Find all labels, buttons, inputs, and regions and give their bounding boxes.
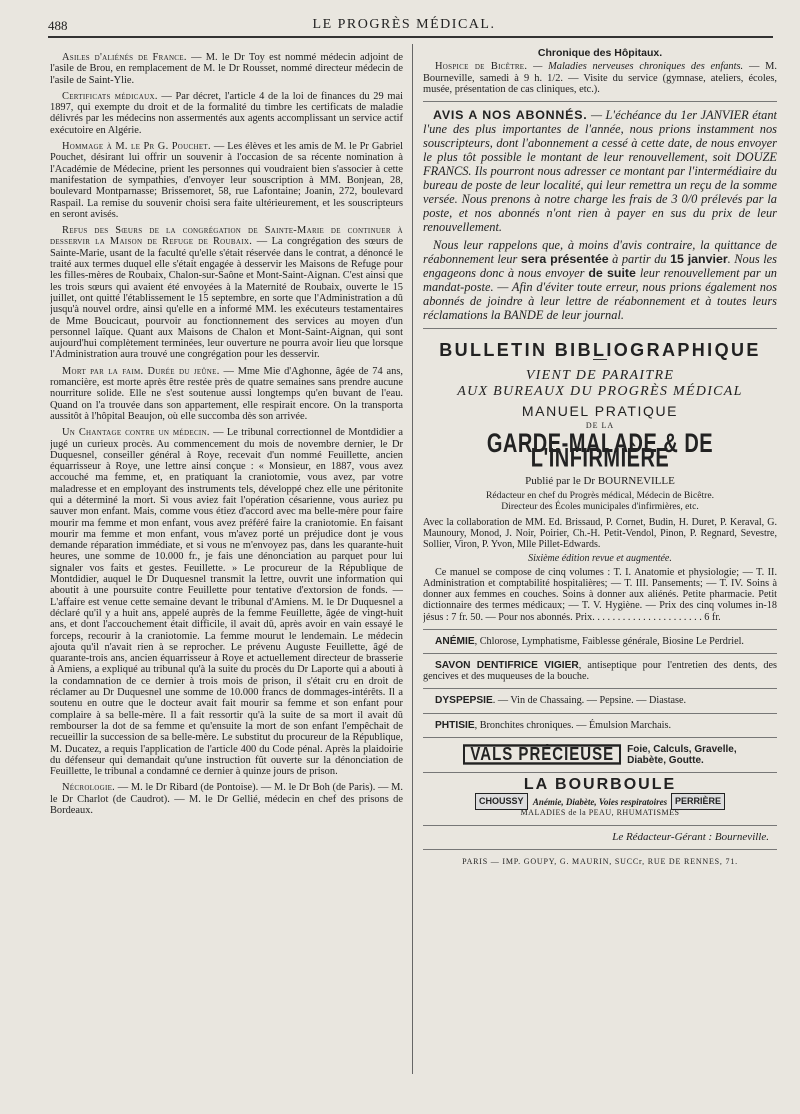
- article-head: Un Chantage contre un médecin.: [62, 427, 210, 439]
- article-asiles: [50, 52, 403, 86]
- ad-bourboule: [475, 775, 725, 819]
- article-hommage: [50, 141, 403, 220]
- page-header: [48, 16, 760, 36]
- article-head: Certificats médicaux.: [62, 90, 158, 102]
- redacteur-line-1: Rédacteur en chef du Progrès médical, Médecin de Bicêtre.: [485, 489, 715, 501]
- publisher-line: Publié par le Dr BOURNEVILLE: [525, 474, 675, 487]
- bulletin-title: BULLETIN BIBLIOGRAPHIQUE: [439, 340, 761, 361]
- section-rule: [423, 653, 777, 654]
- edition-note: Sixième édition revue et augmentée.: [528, 552, 672, 564]
- avis-emphasis: sera présentée: [520, 252, 609, 267]
- ad-text: , antiseptique pour l'entretien des dents, des gencives et des muqueuses de la bouche.: [423, 660, 777, 683]
- article-body: — M. le Dr Toy est nommé médecin adjoint de l'asile de Brou, en remplacement de M. le Dr Rousset, nommé directeur médecin de l'asile de Saint-Ylie.: [50, 52, 403, 86]
- column-divider: [412, 44, 413, 1074]
- avis-date: 15 janvier: [670, 252, 728, 267]
- redacteur-gerant: Le Rédacteur-Gérant : Bourneville.: [612, 830, 769, 843]
- article-head: Mort par la faim. Durée du jeûne.: [62, 365, 220, 377]
- ad-savon: [423, 660, 777, 682]
- article-head: Nécrologie.: [62, 782, 116, 794]
- section-rule: [423, 328, 777, 329]
- manuel-title: MANUEL PRATIQUE: [521, 403, 679, 420]
- article-chantage: [50, 427, 403, 777]
- chronique-head: Hospice de Bicêtre.: [435, 61, 528, 73]
- bourboule-title: LA BOURBOULE: [523, 775, 677, 793]
- avis-text: à partir du: [612, 252, 667, 267]
- left-column: [50, 52, 403, 1062]
- right-column: [423, 48, 777, 1078]
- manuel-description: Ce manuel se compose de cinq volumes : T. I. Anatomie et physiologie; — T. II. Administration et comptabilité hospitalières; — T. III. Pansements; — T. IV. Soins à donner aux femmes en couches. Soins à donner aux aliénés. Petite pharmacie. Petit dictionnaire des termes médicaux; — T. V. Hygiène. — Prix des cinq volumes in-18 jésus : 7 fr. 50. — Pour nos abonnés. Prix. . . . . . . . . . . . . . . . . . . . . . 6 fr.: [423, 566, 777, 623]
- redacteur-line-2: Directeur des Écoles municipales d'infirmières, etc.: [501, 500, 699, 512]
- vals-line-2: Diabète, Goutte.: [627, 754, 704, 766]
- section-rule: [423, 772, 777, 773]
- article-body: — Par décret, l'article 4 de la loi de finances du 29 mai 1897, qui exempte du droit et de la formalité du timbre les certificats de maladie délivrés par les médecins non assermentés aux agents accomplissant un service actif exécutoire en Algérie.: [50, 90, 403, 136]
- ad-phtisie: [423, 720, 777, 731]
- ad-dyspepsie: [423, 695, 777, 706]
- article-mort: [50, 366, 403, 422]
- ad-anemie: [423, 636, 777, 647]
- avis-text: — L'échéance du 1er JANVIER étant l'une des plus importantes de l'année, nous prions instamment nos souscripteurs, dont l'abonnement a cessé à cette date, de nous envoyer le plus tôt possible le montant de leur renouvellement, soit DOUZE FRANCS. Ils pourront nous adresser ce montant par l'intermédiaire du bureau de poste de leur localité, qui leur remettra un reçu de la somme versée. Nous prenons à notre charge les frais de 3 0/0 prélevés par la poste, et nos abonnés n'ont rien à payer en sus du prix de leur renouvellement.: [423, 108, 777, 235]
- article-body: — La congrégation des sœurs de Sainte-Marie, usant de la faculté qu'elle s'était réservée dans le contrat, a dénoncé le traité aux termes duquel elle s'était engagée à desservir les Maisons de Refuge pour les filles-mères de Roubaix, Chalon-sur-Saône et Mont-Saint-Aignan. C'est ainsi que les trois sœurs qui avaient été envoyées à la Maternité de Roubaix, ouverte le 15 juillet, ont quitté l'établissement le 15 septembre, en sorte que l'Administration a dû jusqu'à nouvel ordre, ainsi qu'elle en a informé MM. les exécuteurs testamentaires de Mme Boucicaut, pourvoir au fonctionnement des services au moyen d'un personnel laïque. Quant aux Maisons de Chalon et Mont-Saint-Aignan, qui sont aujourd'hui complètement terminées, leur ouverture ne pourra avoir lieu que lorsque l'Administration aura trouvé une congrégation pour les desservir.: [50, 236, 403, 361]
- de-la: DE LA: [585, 420, 615, 430]
- section-rule: [423, 629, 777, 630]
- avis-text: . Nous les engageons donc à nous envoyer: [423, 252, 777, 281]
- choussy-label: CHOUSSY: [475, 793, 528, 810]
- section-rule: [423, 713, 777, 714]
- avis-text: Nous leur rappelons que, à moins d'avis contraire, la quittance de réabonnement leur: [423, 238, 777, 267]
- ad-brand: DYSPEPSIE: [435, 695, 493, 707]
- printer-line: PARIS — IMP. GOUPY, G. MAURIN, SUCCr, RUE DE RENNES, 71.: [462, 857, 738, 867]
- collaborators: Avec la collaboration de MM. Ed. Brissaud, P. Cornet, Budin, H. Duret, P. Keraval, G. Maunoury, Monod, J. Noir, Poirier, Ch.-H. Petit-Vendol, Pinon, P. Regnard, Sevestre, Sollier, Viron, P. Yvon, Mlle Pillet-Edwards.: [423, 516, 777, 550]
- vals-indications: [627, 744, 737, 766]
- section-rule: [423, 737, 777, 738]
- ad-brand: PHTISIE: [435, 719, 475, 731]
- chronique-title: Chronique des Hôpitaux.: [537, 48, 663, 59]
- ad-text: , Chlorose, Lymphatisme, Faiblesse générale, Biosine Le Perdriel.: [474, 635, 744, 647]
- avis-title: AVIS A NOS ABONNÉS.: [433, 108, 588, 123]
- section-rule: [423, 688, 777, 689]
- article-necrologie: [50, 782, 403, 816]
- section-rule: [423, 825, 777, 826]
- ad-text: . — Vin de Chassaing. — Pepsine. — Diastase.: [492, 695, 687, 707]
- article-body: — M. le Dr Ribard (de Pontoise). — M. le Dr Boh (de Paris). — M. le Dr Charlot (de Caudrot). — M. le Dr Gellié, médecin en chef des prisons de Bordeaux.: [50, 782, 403, 816]
- ad-vals: [423, 744, 777, 766]
- perriere-label: PERRIÈRE: [671, 793, 725, 810]
- section-rule: [423, 101, 777, 102]
- avis-abonnes: [423, 108, 777, 234]
- page-number: 488: [48, 18, 68, 33]
- article-body: — Mme Mie d'Aghonne, âgée de 74 ans, romancière, est morte après être restée près de quatre semaines sans prendre aucune nourriture solide. Elle ne s'est soutenue aussi longtemps qu'en buvant de l'eau. Quand on l'a trouvée dans son appartement, elle respirait encore. On la transporta aussitôt à l'hôpital Beaujon, où elle succomba dès son arrivée.: [50, 365, 403, 422]
- garde-malade-title: GARDE-MALADE & DE L'INFIRMIÈRE: [486, 429, 714, 474]
- vient-line-1: VIENT DE PARAITRE: [525, 368, 675, 384]
- avis-text: leur renouvellement par un mandat-poste. — Afin d'éviter toute erreur, nous prions également nos abonnés de joindre à leur lettre de réabonnement et à toutes leurs réclamations la BANDE de leur journal.: [423, 266, 777, 323]
- article-head: Hommage à M. le Pr G. Pouchet.: [62, 141, 211, 153]
- ad-text: , Bronchites chroniques. — Émulsion Marchais.: [474, 719, 671, 731]
- vals-line-1: Foie, Calculs, Gravelle,: [627, 743, 737, 755]
- ad-brand: SAVON DENTIFRICE VIGIER: [435, 660, 579, 672]
- article-head: Asiles d'aliénés de France.: [62, 52, 187, 63]
- article-refus: [50, 225, 403, 361]
- chronique-body: [423, 61, 777, 95]
- vals-logo: VALS PRÉCIEUSE: [463, 745, 621, 766]
- bourboule-sub: Anémie, Diabète, Voies respiratoires: [532, 796, 668, 807]
- article-body: — Le tribunal correctionnel de Montdidier a jugé un curieux procès. Au commencement du mois de novembre dernier, le Dr Duquesnel, conseiller général à Roye, recevait d'un nommé Feuillette, ancien équarrisseur à Roye, une lettre ainsi conçue : « Monsieur, en 1887, vous avez accouché ma femme, et, en pratiquant la craniotomie, vous avez, par votre maladresse et en employant des instruments tels, développé chez elle une péritonite qui a déterminé la mort. Si vous aviez fait l'opération césarienne, vous auriez pu sauver mon enfant. Mais, comme vous étiez d'accord avec ma belle-mère pour faire mourir ma femme et mon enfant, vous avez préféré faire la craniotomie. En faisant mourir ma femme et mon enfant, vous m'avez porté un préjudice dont je vous demande réparation immédiate, et si vous ne m'envoyez pas, dans les quarante-huit heures, une somme de 10.000 fr., je fais une dénonciation au parquet pour lui signaler vos faits et gestes. Feuillette. » Le procureur de la République de Montdidier, auquel le Dr Duquesnel transmit la lettre, ouvrit une information qui aboutit à une poursuite contre Feuillette pour tentative d'extorsion de fonds. — L'affaire est venue cette semaine devant le tribunal d'Amiens. M. le Dr Duquesnel a déclaré qu'il y a huit ans, appelé auprès de la femme Feuillette, âgée de vingt-huit ans, et dont l'accouchement était difficile, il avait dû, après avoir en vain essayé le forceps, recourir à la craniotomie. La femme mourut le lendemain. Le médecin ajouta qu'il n'avait rien à se reprocher. Le prévenu Auguste Feuillette, âgé de quarante-trois ans, ancien équarrisseur à Roye et actuellement directeur de brasserie à Amiens, a expliqué au tribunal qu'à la suite du procès du Dr Laporte qui a abouti à la condamnation de ce dernier à trois mois de prison, il s'était cru en droit de réclamer au Dr Duquesnel une somme de 10.000 francs de dommages-intérêts. Il a soutenu en outre que le docteur avait fait mourir sa femme et son enfant pour complaire à sa belle-mère. Il a fait ressortir qu'à la suite de sa mort il avait dû rembourser la dot de sa femme et qu'ensuite la mort de son enfant l'empêchait de recueillir la succession de sa belle-mère. Le substitut du procureur de la République, M. Ducatez, a requis l'application de l'article 400 du Code pénal. Après la plaidoirie du défenseur qui demandait qu'une instruction fût ouverte sur la dénonciation de Feuillette, le tribunal a condamné ce dernier à quinze jours de prison.: [50, 427, 403, 778]
- avis-emphasis: de suite: [588, 266, 636, 281]
- bourboule-maladies: MALADIES de la PEAU, RHUMATISMES: [520, 807, 680, 817]
- avis-rappel: [423, 238, 777, 322]
- ad-brand: ANÉMIE: [435, 635, 475, 647]
- vient-line-2: AUX BUREAUX DU PROGRÈS MÉDICAL: [457, 384, 743, 400]
- section-rule: [423, 849, 777, 850]
- header-rule: [48, 36, 773, 38]
- article-body: — Les élèves et les amis de M. le Pr Gabriel Pouchet, désirant lui offrir un souvenir à l'occasion de sa récente nomination à l'Académie de Médecine, prient les personnes qui voudraient bien s'associer à cette manifestation de sympathies, d'envoyer leur souscription à MM. Bonjean, 28, boulevard Montparnasse; Brissemoret, 58, rue Lafontaine; Joanin, 272, boulevard Raspail. La remise du souvenir choisi sera faite ultérieurement, et les souscripteurs en seront avisés.: [50, 141, 403, 220]
- chronique-subject: — Maladies nerveuses chroniques des enfants.: [533, 61, 744, 73]
- article-certificats: [50, 91, 403, 136]
- journal-title: LE PROGRÈS MÉDICAL.: [312, 17, 496, 32]
- chronique-text: — M. Bourneville, samedi à 9 h. 1/2. — Visite du service (gymnase, ateliers, écoles, musée, présentation de cas cliniques, etc.).: [423, 61, 777, 95]
- article-head: Refus des Sœurs de la congrégation de Sainte-Marie de continuer à desservir la Maison de Refuge de Roubaix.: [50, 225, 403, 248]
